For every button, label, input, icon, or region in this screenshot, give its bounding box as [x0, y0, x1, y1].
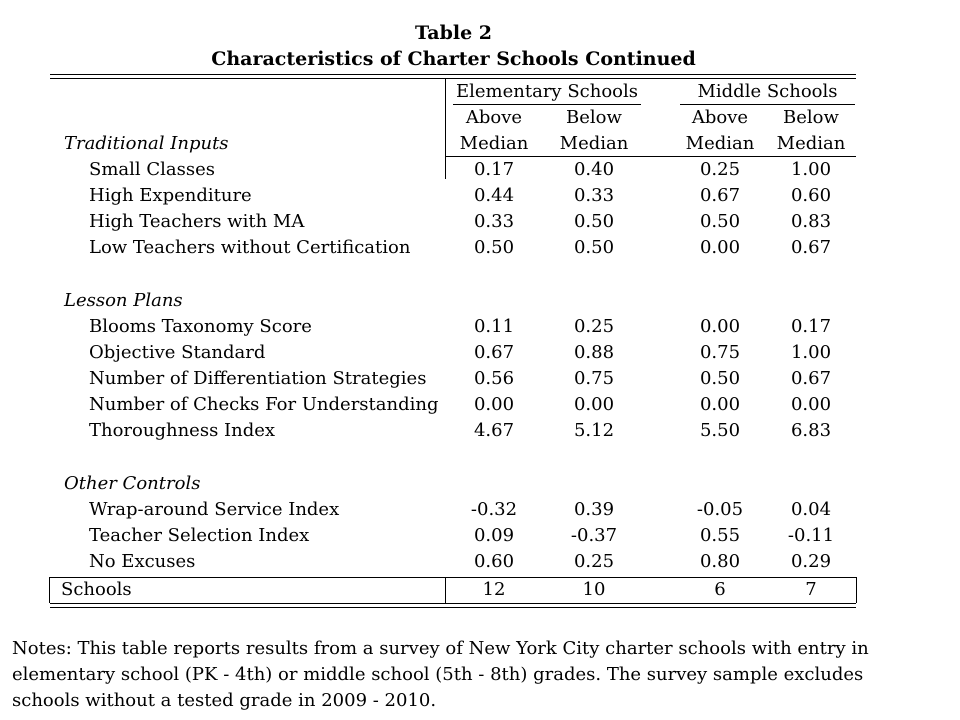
- value-cell: 0.29: [790, 551, 832, 572]
- value-cell: 0.83: [790, 211, 832, 232]
- value-cell: -0.05: [696, 499, 744, 520]
- subheader-above-mid: Above: [691, 107, 749, 128]
- value-cell: 0.50: [699, 368, 741, 389]
- value-cell: 0.00: [790, 394, 832, 415]
- value-cell: 0.60: [473, 551, 515, 572]
- value-cell: 0.00: [473, 394, 515, 415]
- value-cell: 0.33: [473, 211, 515, 232]
- row-label: Teacher Selection Index: [89, 525, 310, 546]
- value-cell: 0.50: [573, 211, 615, 232]
- value-cell: 0.55: [699, 525, 741, 546]
- schools-label: Schools: [61, 579, 132, 600]
- group-header-middle: Middle Schools: [697, 81, 838, 102]
- row-label: Blooms Taxonomy Score: [89, 316, 312, 337]
- subheader-median-3: Median: [685, 133, 755, 154]
- value-cell: 0.88: [573, 342, 615, 363]
- value-cell: 0.56: [473, 368, 515, 389]
- value-cell: 0.44: [473, 185, 515, 206]
- value-cell: 0.25: [573, 316, 615, 337]
- notes-line: schools without a tested grade in 2009 - 2010.: [12, 690, 437, 711]
- value-cell: 0.00: [699, 237, 741, 258]
- value-cell: 0.40: [573, 159, 615, 180]
- subheader-median-4: Median: [776, 133, 846, 154]
- row-label: Low Teachers without Certification: [89, 237, 411, 258]
- row-label: High Expenditure: [89, 185, 252, 206]
- section-title: Other Controls: [64, 473, 201, 494]
- value-cell: -0.11: [787, 525, 835, 546]
- value-cell: -0.37: [570, 525, 618, 546]
- row-label: Thoroughness Index: [89, 420, 276, 441]
- value-cell: 0.39: [573, 499, 615, 520]
- table-notes: [12, 636, 932, 714]
- value-cell: 0.00: [573, 394, 615, 415]
- group-header-elementary: Elementary Schools: [456, 81, 638, 102]
- value-cell: 0.25: [573, 551, 615, 572]
- value-cell: 0.67: [473, 342, 515, 363]
- row-label: Wrap-around Service Index: [89, 499, 340, 520]
- value-cell: 0.33: [573, 185, 615, 206]
- value-cell: 0.50: [699, 211, 741, 232]
- bottom-rule-2: [50, 607, 856, 608]
- section-title: Lesson Plans: [64, 290, 183, 311]
- notes-line: elementary school (PK - 4th) or middle school (5th - 8th) grades. The survey sample excludes: [12, 664, 864, 685]
- value-cell: 0.50: [573, 237, 615, 258]
- value-cell: 0.17: [473, 159, 515, 180]
- row-label: Number of Differentiation Strategies: [89, 368, 427, 389]
- subheader-above-elem: Above: [465, 107, 523, 128]
- row-label: Number of Checks For Understanding: [89, 394, 439, 415]
- value-cell: 0.04: [790, 499, 832, 520]
- value-cell: 1.00: [790, 159, 832, 180]
- schools-count: 6: [714, 579, 726, 600]
- schools-count: 7: [805, 579, 817, 600]
- value-cell: 0.11: [473, 316, 515, 337]
- value-cell: 0.75: [699, 342, 741, 363]
- top-rule-1: [50, 74, 856, 75]
- table-number: Table 2: [414, 22, 493, 44]
- value-cell: 0.75: [573, 368, 615, 389]
- value-cell: 1.00: [790, 342, 832, 363]
- subheader-below-elem: Below: [566, 107, 622, 128]
- schools-count: 12: [482, 579, 506, 600]
- value-cell: -0.32: [470, 499, 518, 520]
- header-vertical-divider: [445, 78, 446, 179]
- schools-count: 10: [582, 579, 606, 600]
- subheader-below-mid: Below: [783, 107, 839, 128]
- row-label: Small Classes: [89, 159, 215, 180]
- value-cell: 0.67: [699, 185, 741, 206]
- subheader-median-2: Median: [559, 133, 629, 154]
- row-label: No Excuses: [89, 551, 196, 572]
- value-cell: 0.60: [790, 185, 832, 206]
- value-cell: 0.00: [699, 316, 741, 337]
- value-cell: 4.67: [473, 420, 515, 441]
- notes-line: Notes: This table reports results from a survey of New York City charter schools with entry in: [12, 638, 869, 659]
- table-title: Characteristics of Charter Schools Continued: [211, 48, 696, 70]
- value-cell: 0.09: [473, 525, 515, 546]
- value-cell: 6.83: [790, 420, 832, 441]
- schools-left-border: [49, 577, 50, 603]
- value-cell: 0.25: [699, 159, 741, 180]
- value-cell: 0.17: [790, 316, 832, 337]
- value-cell: 0.67: [790, 368, 832, 389]
- row-label: Objective Standard: [89, 342, 266, 363]
- value-cell: 5.12: [573, 420, 615, 441]
- value-cell: 0.00: [699, 394, 741, 415]
- subheader-median-1: Median: [459, 133, 529, 154]
- schools-right-border: [856, 577, 857, 603]
- value-cell: 5.50: [699, 420, 741, 441]
- section-title: Traditional Inputs: [64, 133, 229, 154]
- value-cell: 0.80: [699, 551, 741, 572]
- value-cell: 0.67: [790, 237, 832, 258]
- value-cell: 0.50: [473, 237, 515, 258]
- schools-mid-border: [445, 577, 446, 603]
- row-label: High Teachers with MA: [89, 211, 305, 232]
- bottom-rule-1: [50, 603, 856, 604]
